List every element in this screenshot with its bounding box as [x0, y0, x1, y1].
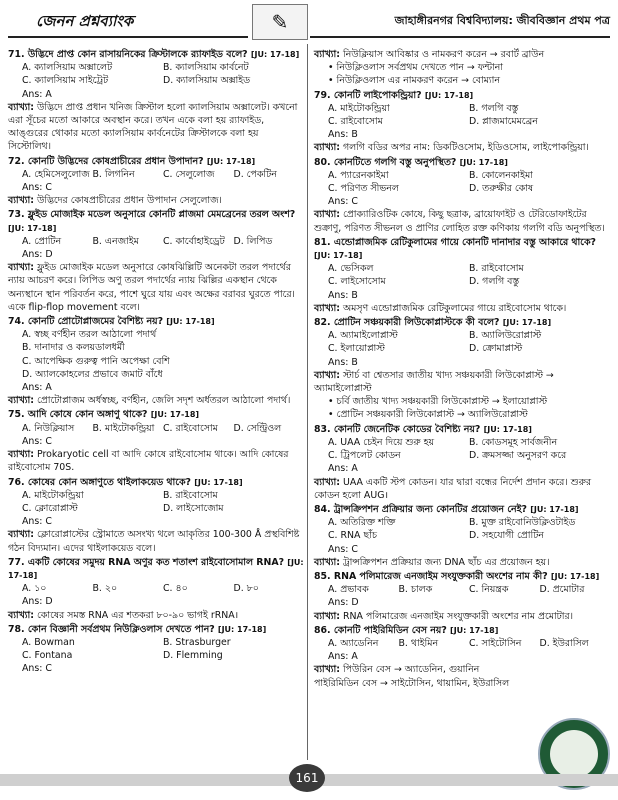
question-stem: কোষের কোন অঙ্গাণুতে থাইলাকয়েড থাকে? [27, 476, 191, 488]
option-item: D. ক্যালসিয়াম অক্সাইড [163, 75, 250, 87]
answer-key: Ans: B [328, 289, 358, 301]
question-reference: [JU: 17-18] [8, 223, 57, 233]
question-block [8, 623, 304, 676]
explanation [8, 528, 304, 554]
explanation-label: ব্যাখ্যা: [8, 262, 34, 274]
option-item: C. সেলুলোজ [163, 168, 215, 180]
option-item: C. রাইবোসোম [328, 116, 383, 128]
explanation-label: ব্যাখ্যা: [8, 195, 34, 207]
explanation-bullet-text: নিউক্লিওলাস সর্বপ্রথম দেখতে পান → ফন্টানা [336, 62, 503, 74]
explanation-label: ব্যাখ্যা: [314, 476, 340, 488]
explanation [8, 448, 304, 474]
question-block [8, 155, 304, 208]
question-block [314, 503, 610, 569]
explanation-text: ফ্লুইড মোজাইক মডেল অনুসারে কোষঝিল্লিটি অনেকটা তরল পদার্থের ন্যায় আচরণ করে। লিপিড অণু তরল পদার্থের ন্যায় ঝিল্লির একস্থান থেকে অন্যস্থানে স্থান পরিবর্তন করে, পাশে ঘুরে যায় এবং অক্ষের বরাবর ঘুরতে পারে। একে flip-flop movement বলে। [8, 262, 295, 313]
explanation-text: পিউরিন বেস → অ্যাডেনিন, গুয়ানিন [342, 664, 480, 676]
option-item: A. অ্যামাইলোপ্লাস্ট [328, 330, 398, 342]
option-item: B. রাইবোসোম [163, 489, 218, 501]
option-item: A. অতিরিক্ত শক্তি [328, 517, 396, 529]
explanation-text: স্টার্চ বা শ্বেতসার জাতীয় খাদ্য সঞ্চয়কারী লিউকোপ্লাস্ট → অ্যামাইলোপ্লাস্ট [314, 369, 554, 395]
column-divider [307, 44, 308, 760]
option-item: B. কোলেনকাইমা [469, 169, 533, 181]
explanation-label: ব্যাখ্যা: [314, 209, 340, 221]
explanation-bullet: • নিউক্লিওলাস এর নামকরণ করেন → বোম্যান [328, 75, 500, 87]
explanation [314, 610, 610, 623]
explanation-text: গলগি বডির অপর নাম: ডিকটিওসোম, ইডিওসোম, লাইপোকন্ড্রিয়া। [342, 142, 589, 154]
options-list [314, 102, 610, 128]
option-item: D. তরুক্ষীর কোষ [469, 183, 534, 195]
options-list [314, 516, 610, 542]
option-item: B. ক্যালসিয়াম কার্বনেট [163, 62, 249, 74]
explanation-label: ব্যাখ্যা: [314, 302, 340, 314]
answer-key: Ans: D [22, 249, 53, 261]
question-block [314, 624, 610, 690]
option-item: C. ইলায়োপ্লাস্ট [328, 343, 385, 355]
option-item: D. ৮০ [233, 583, 259, 595]
question-stem: RNA পলিমারেজ এনজাইম সংযুক্তকারী অংশের নাম কী? [333, 570, 548, 582]
header-logo-icon: ✎ [252, 4, 308, 40]
explanation [8, 609, 304, 622]
explanation-text: কোষের সমস্ত RNA এর শতকরা ৮০-৯০ ভাগই rRNA। [36, 609, 239, 621]
explanation [8, 394, 304, 407]
option-item: C. রাইবোসোম [163, 422, 218, 434]
answer-key: Ans: D [328, 597, 359, 609]
question-stem: কোনটি প্রোটোপ্লাজমের বৈশিষ্ট্য নয়? [27, 316, 164, 328]
page-footer [0, 760, 618, 800]
question-number: 81. [314, 236, 331, 248]
options-list [8, 235, 304, 248]
option-item: D. সহযোগী প্রোটিন [469, 530, 544, 542]
explanation [314, 663, 610, 676]
question-stem: কোনটি উদ্ভিদের কোষপ্রাচীরের প্রধান উপাদান? [27, 155, 204, 167]
option-item: C. লাইসোসোম [328, 276, 386, 288]
option-item: A. ১০ [22, 583, 47, 595]
question-block [8, 315, 304, 407]
option-item: B. দানাদার ও কলয়ডালধর্মী [22, 342, 125, 354]
explanation-text: উদ্ভিদের কোষপ্রাচীরের প্রধান উপাদান সেলুলোজ। [36, 195, 222, 207]
explanation-text: উদ্ভিদে প্রাপ্ত প্রধান খনিজ ক্রিস্টাল হলো ক্যালসিয়াম অক্সালেট। কখনো এরা সূঁচের মতো আকারে অবস্থান করে। তখন একে বলা হয় র‍্যাফাইড, আঙ্গুরের থোকার মতো ক্যালসিয়াম কার্বনেটের ক্রিস্টালকে বলা হয় সিস্টোলিথ। [8, 101, 298, 153]
answer-key: Ans: A [22, 88, 52, 100]
explanation-text: প্রোক্যারিওটিক কোষে, কিছু ছত্রাক, ব্রায়োফাইট ও টেরিডোফাইটের শুক্রাণু, পরিণত সীভনল ও প্রাণির লোহিত রক্ত কণিকায় গলগি বডি অনুপস্থিত। [314, 209, 605, 234]
explanation-text: UAA একটি স্টপ কোডন। যার দ্বারা বন্ধের নির্দেশ প্রদান করে। শুরুর কোডন হলো AUG। [314, 476, 592, 501]
explanation-bullet: • নিউক্লিওলাস সর্বপ্রথম দেখতে পান → ফন্টানা [328, 62, 503, 74]
question-stem: ট্রান্সক্রিপশন প্রক্রিয়ার জন্য কোনটির প্রয়োজন নেই? [333, 503, 527, 515]
explanation-text: নিউক্লিয়াস আবিষ্কার ও নামকরণ করেন → রবার্ট ব্রাউন [342, 49, 545, 60]
question-number: 75. [8, 409, 25, 421]
question-stem: উদ্ভিদে প্রাপ্ত কোন রাসায়নিকের ক্রিস্টালকে র‍্যাফাইড বলে? [27, 49, 248, 60]
question-text [8, 315, 304, 328]
explanation-label: ব্যাখ্যা: [314, 556, 340, 568]
question-stem: প্রোটিন সঞ্চয়কারী লিউকোপ্লাস্টকে কী বলে? [333, 317, 500, 329]
right-column [314, 48, 610, 691]
question-reference: [JU: 17-18] [150, 410, 200, 420]
header-brand-bar [8, 10, 248, 38]
options-list [314, 262, 610, 288]
question-reference: [JU: 17-18] [314, 251, 363, 261]
question-reference: [JU: 17-18] [8, 557, 304, 580]
explanation [314, 48, 610, 61]
option-item: D. গলগি বস্তু [469, 276, 520, 288]
option-item: A. ভেসিকল [328, 263, 374, 275]
option-item: A. অ্যাডেনিন [328, 637, 379, 649]
option-item: B. কোডসমূহ সার্বজনীন [469, 436, 558, 448]
explanation-text: RNA পলিমারেজ এনজাইম সংযুক্তকারী অংশের নাম প্রমোটার। [342, 610, 574, 622]
question-text [314, 624, 610, 637]
option-item: A. নিউক্লিয়াস [22, 422, 75, 434]
option-item: D. সেন্ট্রিওল [233, 422, 282, 434]
question-number: 79. [314, 89, 331, 101]
explanation [314, 556, 610, 569]
explanation-label: ব্যাখ্যা: [8, 449, 34, 461]
option-item: C. ট্রিপলেট কোডন [328, 450, 401, 462]
page-header [8, 4, 610, 40]
question-stem: কোন বিজ্ঞানী সর্বপ্রথম নিউক্লিওলাস দেখতে পান? [27, 623, 215, 635]
question-reference: [JU: 17-18] [550, 571, 600, 581]
question-reference: [JU: 17-18] [530, 504, 579, 514]
left-column [8, 48, 304, 677]
option-item: C. আপেক্ষিক গুরুত্ব পানি অপেক্ষা বেশি [22, 355, 170, 367]
question-block [8, 556, 304, 622]
explanation-text: প্রোটোপ্লাজম অর্ধস্বচ্ছ, বর্ণহীন, জেলি সদৃশ অর্ধতরল আঠালো পদার্থ। [36, 395, 291, 407]
option-item: D. ক্রমসজ্জা অনুসরণ করে [469, 450, 567, 462]
options-list [314, 637, 610, 650]
explanation-text: ট্রান্সক্রিপশন প্রক্রিয়ার জন্য DNA ছাঁচ এর প্রয়োজন হয়। [342, 556, 550, 568]
option-item: C. নিয়ন্ত্রক [469, 584, 509, 596]
option-item: D. প্লাজমামেমব্রেন [469, 116, 538, 128]
question-stem: কোনটি জেনেটিক কোডের বৈশিষ্ট্য নয়? [333, 423, 481, 435]
question-block [314, 156, 610, 235]
question-number: 83. [314, 423, 331, 435]
option-item: A. হেমিসেলুলোজ [22, 168, 90, 180]
option-item: A. স্বচ্ছ বর্ণহীন তরল আঠালো পদার্থ [22, 329, 157, 341]
question-text [314, 503, 610, 516]
options-list [8, 422, 304, 435]
question-block [314, 236, 610, 315]
answer-key: Ans: A [328, 651, 358, 663]
options-list [314, 329, 610, 355]
explanation-label: ব্যাখ্যা: [314, 142, 340, 154]
answer-key: Ans: A [22, 382, 52, 394]
option-item: B. মুক্ত রাইবোনিউক্লিওটাইড [469, 517, 576, 529]
question-reference: [JU: 17-18] [483, 424, 532, 434]
answer-key: Ans: B [328, 129, 358, 141]
question-reference: [JU: 17-18] [450, 625, 499, 635]
question-text [314, 156, 610, 169]
answer-key: Ans: C [22, 182, 52, 194]
options-list [8, 582, 304, 595]
question-text [314, 316, 610, 329]
explanation-continuation: পাইরিমিডিন বেস → সাইটোসিন, থায়ামিন, ইউরাসিল [314, 677, 510, 689]
option-item: B. অ্যালিউরোপ্লাস্ট [469, 330, 542, 342]
question-block [8, 48, 304, 154]
question-text [314, 236, 610, 262]
question-text [314, 89, 610, 102]
explanation-text: Prokaryotic cell বা আদি কোষে রাইবোসোম থাকে। আদি কোষের রাইবোসোম 70S. [8, 449, 289, 474]
answer-key: Ans: D [22, 596, 53, 608]
question-reference: [JU: 17-18] [502, 318, 552, 328]
option-item: D. Flemming [163, 650, 223, 662]
option-item: B. মাইটোকন্ড্রিয়া [92, 422, 155, 434]
answer-key: Ans: B [328, 356, 358, 368]
question-number: 73. [8, 209, 25, 221]
option-item: C. Fontana [22, 650, 73, 662]
question-reference: [JU: 17-18] [206, 156, 256, 166]
option-item: D. ক্রোমাপ্লাস্ট [469, 343, 523, 355]
option-item: B. Strasburger [163, 636, 231, 648]
option-item: A. Bowman [22, 636, 75, 648]
option-item: C. ক্লোরোপ্লাস্ট [22, 502, 78, 514]
question-number: 82. [314, 317, 331, 329]
question-number: 80. [314, 156, 331, 168]
options-list [314, 169, 610, 195]
explanation-bullet-text: প্রোটিন সঞ্চয়কারী লিউকোপ্লাস্ট → অ্যালিউরোপ্লাস্ট [336, 409, 528, 421]
option-item: A. প্রভাবক [328, 584, 369, 596]
question-block [314, 48, 610, 88]
explanation-label: ব্যাখ্যা: [8, 395, 34, 407]
options-list [314, 436, 610, 462]
question-number: 85. [314, 570, 331, 582]
answer-key: Ans: C [22, 435, 52, 447]
option-item: D. লাইসোজোম [163, 502, 224, 514]
question-text [8, 556, 304, 582]
option-item: C. পরিণত সীভনল [328, 183, 399, 195]
answer-key: Ans: C [328, 196, 358, 208]
answer-key: Ans: C [328, 543, 358, 555]
explanation [314, 208, 610, 234]
explanation [314, 302, 610, 315]
question-text [8, 408, 304, 421]
question-block [314, 570, 610, 623]
explanation [8, 101, 304, 154]
option-item: C. সাইটোসিন [469, 637, 522, 649]
question-number: 71. [8, 49, 25, 60]
question-block [8, 476, 304, 555]
question-number: 78. [8, 623, 25, 635]
question-block [8, 408, 304, 474]
option-item: C. RNA ছাঁচ [328, 530, 377, 542]
brand-title: জেনন প্রশ্নব্যাংক [36, 12, 134, 30]
explanation-text: অমসৃণ এন্ডোপ্লাজমিক রেটিকুলামের গায়ে রাইবোসোম থাকে। [342, 302, 567, 314]
question-block [314, 89, 610, 155]
question-number: 74. [8, 316, 25, 328]
option-item: D. পেকটিন [233, 168, 277, 180]
question-number: 84. [314, 503, 331, 515]
explanation-bullet: • প্রোটিন সঞ্চয়কারী লিউকোপ্লাস্ট → অ্যালিউরোপ্লাস্ট [328, 409, 528, 421]
explanation-bullet-text: চর্বি জাতীয় খাদ্য সঞ্চয়কারী লিউকোপ্লাস্ট → ইলায়োপ্লাস্ট [336, 396, 547, 408]
explanation-label: ব্যাখ্যা: [314, 664, 340, 676]
question-stem: কোনটিতে গলগি বস্তু অনুপস্থিত? [333, 156, 457, 168]
option-item: C. ৪০ [163, 583, 188, 595]
option-item: A. মাইটোকন্ড্রিয়া [22, 489, 84, 501]
question-stem: আদি কোষে কোন অঙ্গাণু থাকে? [27, 409, 148, 421]
options-list [8, 636, 304, 662]
options-list [8, 328, 304, 381]
question-reference: [JU: 17-18] [166, 317, 215, 327]
options-list [314, 583, 610, 596]
option-item: B. চালক [398, 584, 433, 596]
options-list [8, 61, 304, 87]
question-reference: [JU: 17-18] [459, 157, 508, 167]
explanation [314, 141, 610, 154]
explanation-label: ব্যাখ্যা: [314, 610, 340, 622]
option-item: C. কার্বোহাইড্রেট [163, 235, 225, 247]
explanation [314, 369, 610, 395]
option-item: A. UAA চেইন দিয়ে শুরু হয় [328, 436, 435, 448]
explanation-bullet: • চর্বি জাতীয় খাদ্য সঞ্চয়কারী লিউকোপ্লাস্ট → ইলায়োপ্লাস্ট [328, 396, 547, 408]
option-item: D. লিপিড [233, 235, 273, 247]
question-text [8, 623, 304, 636]
option-item: A. প্রোটিন [22, 235, 62, 247]
option-item: A. প্যারেনকাইমা [328, 169, 389, 181]
answer-key: Ans: C [22, 516, 52, 528]
question-stem: একটি কোষের সমুদয় RNA অণুর কত শতাংশ রাইবোসোমাল RNA? [27, 556, 285, 568]
option-item: D. অ্যালকোহলের প্রভাবে জমাট বাঁধে [22, 368, 163, 380]
answer-key: Ans: A [328, 463, 358, 475]
question-text [8, 155, 304, 168]
question-stem: এন্ডোপ্লাজমিক রেটিকুলামের গায়ে কোনটি দানাদার বস্তু আকারে থাকে? [333, 236, 596, 248]
header-subject-title: জাহাঙ্গীরনগর বিশ্ববিদ্যালয়: জীববিজ্ঞান প্রথম পত্র [310, 10, 610, 38]
question-text [8, 48, 304, 61]
options-list [8, 168, 304, 181]
question-number: 72. [8, 155, 25, 167]
explanation-label: ব্যাখ্যা: [8, 609, 34, 621]
option-item: A. ক্যালসিয়াম অক্সালেট [22, 62, 113, 74]
option-item: D. ইউরাসিল [539, 637, 589, 649]
explanation-bullet-text: নিউক্লিওলাস এর নামকরণ করেন → বোম্যান [336, 75, 500, 87]
question-block [314, 423, 610, 502]
question-reference: [JU: 17-18] [217, 624, 267, 634]
question-text [314, 570, 610, 583]
explanation-label: ব্যাখ্যা: [314, 369, 340, 381]
option-item: D. প্রমোটার [539, 584, 585, 596]
options-list [8, 489, 304, 515]
question-number: 77. [8, 556, 25, 568]
question-text [8, 476, 304, 489]
question-number: 86. [314, 624, 331, 636]
option-item: B. এনজাইম [92, 235, 139, 247]
explanation-label: ব্যাখ্যা: [8, 101, 34, 113]
question-reference: [JU: 17-18] [250, 50, 300, 59]
question-reference: [JU: 17-18] [194, 477, 243, 487]
question-text [314, 423, 610, 436]
question-number: 76. [8, 476, 25, 488]
question-stem: কোনটি পাইরিমিডিন বেস নয়? [333, 624, 447, 636]
explanation [8, 194, 304, 207]
explanation-text: ক্লোরোপ্লাস্টের স্ট্রোমাতে অসংখ্য থলে আকৃতির 100-300 Å প্রস্থবিশিষ্ট গঠন বিদ্যমান। এদের থাইলাকয়েড বলে। [8, 529, 300, 554]
question-reference: [JU: 17-18] [424, 90, 474, 100]
question-stem: কোনটি লাইপোকন্ড্রিয়া? [333, 89, 422, 101]
option-item: B. রাইবোসোম [469, 263, 524, 275]
option-item: B. গলগি বস্তু [469, 102, 519, 114]
explanation [314, 476, 610, 502]
option-item: A. মাইটোকন্ড্রিয়া [328, 102, 390, 114]
page-number: 161 [289, 764, 325, 792]
answer-key: Ans: C [22, 663, 52, 675]
question-block [314, 316, 610, 422]
option-item: B. লিগনিন [92, 168, 135, 180]
explanation [8, 261, 304, 314]
option-item: C. ক্যালসিয়াম সাইট্রেট [22, 75, 109, 87]
question-block [8, 208, 304, 314]
option-item: B. ২০ [92, 583, 118, 595]
question-stem: ফ্লুইড মোজাইক মডেল অনুসারে কোনটি প্লাজমা মেমব্রেনের তরল অংশ? [27, 209, 296, 221]
explanation-label: ব্যাখ্যা: [314, 49, 340, 60]
question-text [8, 208, 304, 234]
explanation-label: ব্যাখ্যা: [8, 529, 34, 541]
option-item: B. থাইমিন [398, 637, 439, 649]
